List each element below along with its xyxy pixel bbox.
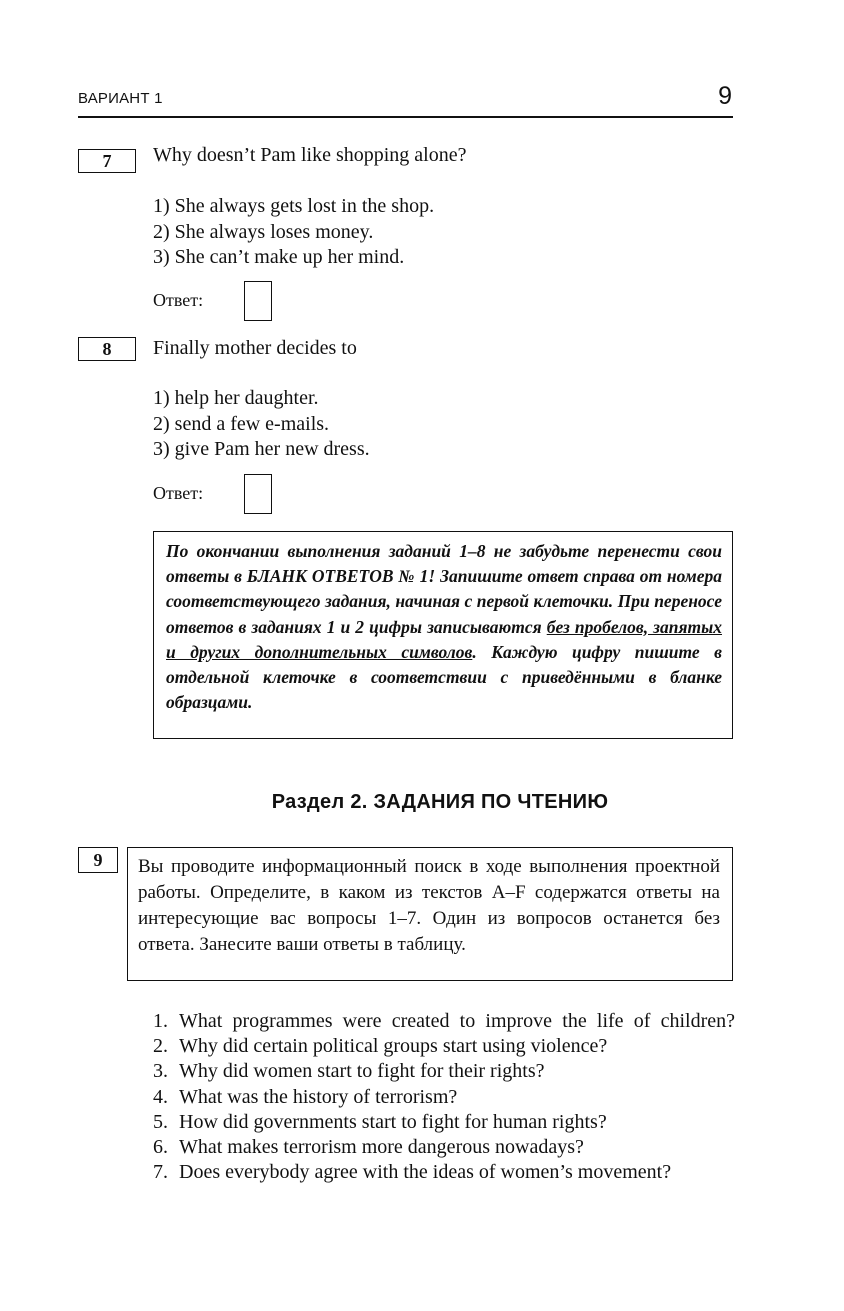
question-7-text: Why doesn’t Pam like shopping alone?	[153, 144, 467, 166]
list-item	[153, 1160, 735, 1185]
list-item-text: How did governments start to fight for human rights?	[179, 1110, 607, 1133]
question-7-number: 7	[78, 149, 136, 173]
question-7-options	[153, 194, 434, 271]
list-item	[153, 1085, 735, 1110]
list-item-number: 3.	[153, 1060, 168, 1083]
list-item-number: 2.	[153, 1035, 168, 1058]
list-item-number: 6.	[153, 1136, 168, 1159]
question-8-option-1: 1) help her daughter.	[153, 387, 319, 409]
question-7-answer-box[interactable]	[244, 281, 272, 321]
question-7-option-3: 3) She can’t make up her mind.	[153, 246, 405, 268]
list-item-text: Why did certain political groups start using violence?	[179, 1035, 608, 1058]
list-item	[153, 1110, 735, 1135]
question-8-answer-label: Ответ:	[153, 483, 204, 503]
question-8-text: Finally mother decides to	[153, 337, 357, 359]
list-item-number: 4.	[153, 1085, 168, 1108]
list-item-text: What makes terrorism more dangerous nowadays?	[179, 1136, 584, 1159]
list-item-text: What was the history of terrorism?	[179, 1085, 458, 1108]
list-item	[153, 1009, 735, 1034]
notice-underlined-text: без пробелов, запятых и других дополнительных символов	[166, 616, 722, 662]
question-8-option-2: 2) send a few e-mails.	[153, 412, 330, 435]
question-8-answer-box[interactable]	[244, 474, 272, 514]
question-8-option-3: 3) give Pam her new dress.	[153, 438, 370, 460]
question-7-answer-label: Ответ:	[153, 290, 204, 310]
page-number: 9	[718, 82, 732, 110]
section-title: Раздел 2. ЗАДАНИЯ ПО ЧТЕНИЮ	[271, 791, 609, 813]
question-8-options	[153, 386, 370, 463]
header-divider	[78, 116, 733, 118]
question-9-list	[153, 1009, 735, 1185]
list-item	[153, 1135, 735, 1160]
variant-label: ВАРИАНТ 1	[78, 90, 163, 107]
list-item-number: 1.	[153, 1010, 168, 1032]
notice-text-part-2: . Каждую цифру пишите в отдельной клеточке в соответствии с приведёнными в бланке образцами.	[166, 641, 723, 713]
question-7-option-2: 2) She always loses money.	[153, 220, 374, 243]
notice-text-part-1: По окончании выполнения заданий 1–8 не забудьте перенести свои ответы в БЛАНК ОТВЕТОВ № 1! Запишите ответ справа от номера соответствующего задания, начиная с первой клеточки. При переносе ответов в заданиях 1 и 2 цифры записываются	[166, 541, 722, 637]
question-9-instructions: Вы проводите информационный поиск в ходе выполнения проектной работы. Определите, в каком из текстов A–F содержатся ответы на интересующие вас вопросы 1–7. Один из вопросов останется без ответа. Занесите ваши ответы в таблицу.	[127, 847, 733, 981]
list-item-text: Why did women start to fight for their rights?	[179, 1060, 545, 1083]
question-8-number: 8	[78, 337, 136, 361]
answer-transfer-notice	[153, 531, 733, 739]
list-item-number: 7.	[153, 1161, 168, 1184]
question-7-option-1: 1) She always gets lost in the shop.	[153, 195, 435, 217]
list-item-text: Does everybody agree with the ideas of women’s movement?	[179, 1161, 672, 1184]
list-item	[153, 1034, 735, 1059]
list-item-number: 5.	[153, 1110, 168, 1133]
question-9-number: 9	[78, 847, 118, 873]
list-item-text: What programmes were created to improve the life of children?	[179, 1010, 735, 1032]
list-item	[153, 1059, 735, 1084]
